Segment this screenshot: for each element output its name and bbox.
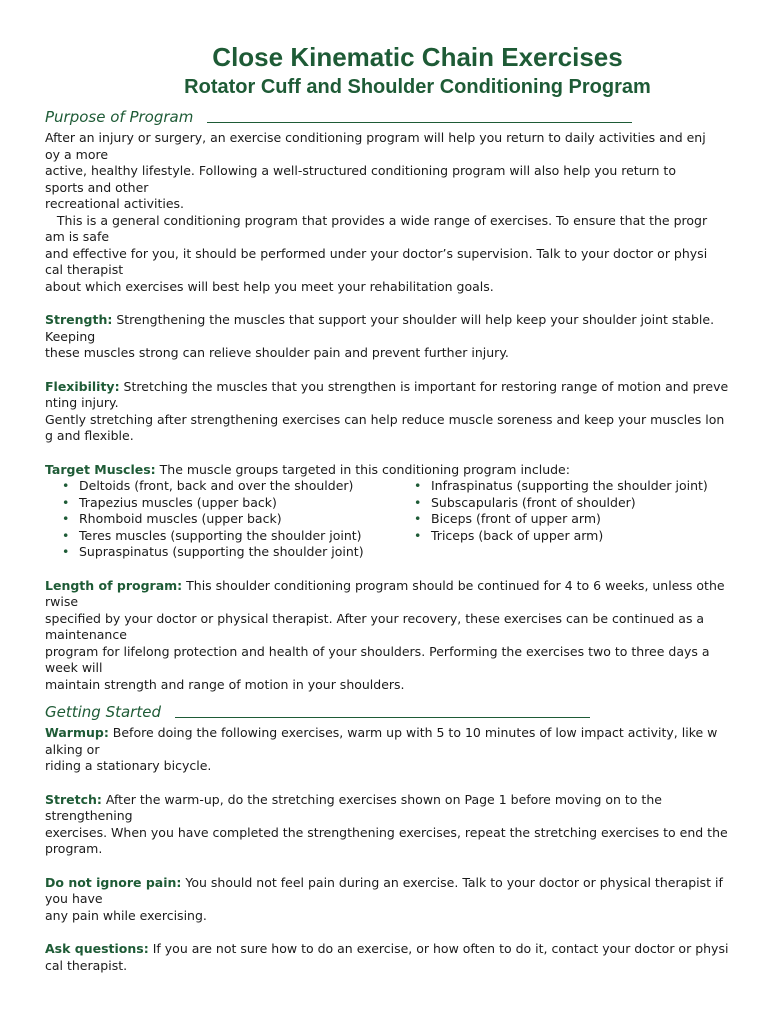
text-line: rwise <box>45 594 79 609</box>
text-line: program for lifelong protection and health of your shoulders. Performing the exercises two to three days a <box>45 643 710 659</box>
text-line: After the warm-up, do the stretching exercises shown on Page 1 before moving on to the <box>101 791 662 807</box>
list-item: • Deltoids (front, back and over the shoulder) <box>45 478 397 495</box>
strength-term: Strength: <box>45 312 113 327</box>
target-muscles-paragraph <box>45 462 750 479</box>
text-line: specified by your doctor or physical therapist. After your recovery, these exercises can be continued as a <box>45 610 705 626</box>
stretch-term: Stretch: <box>45 791 102 807</box>
muscle-list <box>45 478 750 561</box>
pain-paragraph <box>45 875 750 925</box>
list-item: • Rhomboid muscles (upper back) <box>45 511 397 528</box>
length-term: Length of program: <box>45 577 183 593</box>
text-line: riding a stationary bicycle. <box>45 758 212 773</box>
questions-term: Ask questions: <box>45 941 149 956</box>
text-line: nting injury. <box>45 395 119 410</box>
text-line: sports and other <box>45 179 149 195</box>
flexibility-term: Flexibility: <box>45 378 120 394</box>
text-line: After an injury or surgery, an exercise conditioning program will help you return to daily activities and enj <box>45 130 706 145</box>
text-line: This is a general conditioning program that provides a wide range of exercises. To ensure that the progr <box>45 212 708 228</box>
warmup-term: Warmup: <box>45 725 109 740</box>
document-subtitle: Rotator Cuff and Shoulder Conditioning Program <box>184 76 651 98</box>
list-item: • Biceps (front of upper arm) <box>397 511 747 528</box>
list-item: • Infraspinatus (supporting the shoulder joint) <box>397 478 747 495</box>
heading-rule <box>207 122 632 123</box>
stretch-paragraph <box>45 792 750 858</box>
document-title: Close Kinematic Chain Exercises <box>212 42 623 72</box>
text-line: recreational activities. <box>45 196 185 211</box>
text-line: maintain strength and range of motion in your shoulders. <box>45 676 405 692</box>
text-line: program. <box>45 841 103 856</box>
text-line: maintenance <box>45 627 127 642</box>
text-line: g and flexible. <box>45 428 134 443</box>
list-item: • Teres muscles (supporting the shoulder joint) <box>45 528 397 545</box>
text-line: This shoulder conditioning program should be continued for 4 to 6 weeks, unless othe <box>182 577 725 593</box>
strength-paragraph <box>45 312 750 362</box>
warmup-paragraph <box>45 725 750 775</box>
text-line: oy a more <box>45 146 109 162</box>
pain-term: Do not ignore pain: <box>45 874 182 890</box>
purpose-paragraph <box>45 130 750 295</box>
list-item: • Triceps (back of upper arm) <box>397 528 747 545</box>
muscle-list-right <box>397 478 747 561</box>
text-line: Before doing the following exercises, warm up with 5 to 10 minutes of low impact activity, like w <box>108 725 718 740</box>
list-item: • Subscapularis (front of shoulder) <box>397 495 747 512</box>
text-line: alking or <box>45 741 100 757</box>
length-paragraph <box>45 578 750 694</box>
text-line: and effective for you, it should be performed under your doctor’s supervision. Talk to your doctor or physi <box>45 245 708 261</box>
questions-paragraph <box>45 941 750 974</box>
heading-rule <box>175 717 590 718</box>
text-line: You should not feel pain during an exercise. Talk to your doctor or physical therapist if <box>181 874 723 890</box>
text-line: Strengthening the muscles that support your shoulder will help keep your shoulder joint stable. <box>112 312 715 327</box>
text-line: Keeping <box>45 328 96 344</box>
text-line: Stretching the muscles that you strengthen is important for restoring range of motion and preve <box>119 378 729 394</box>
text-line: cal therapist <box>45 262 124 277</box>
section-heading-purpose <box>45 104 750 126</box>
list-item: • Trapezius muscles (upper back) <box>45 495 397 512</box>
text-line: any pain while exercising. <box>45 907 207 923</box>
flexibility-paragraph <box>45 379 750 445</box>
section-heading-getting-started <box>45 699 750 721</box>
text-line: Gently stretching after strengthening exercises can help reduce muscle soreness and keep your muscles lon <box>45 411 725 427</box>
text-line: strengthening <box>45 808 133 823</box>
target-muscles-term: Target Muscles: <box>45 461 156 477</box>
text-line: you have <box>45 891 103 906</box>
text-line: about which exercises will best help you meet your rehabilitation goals. <box>45 278 494 294</box>
text-line: active, healthy lifestyle. Following a well-structured conditioning program will also help you return to <box>45 163 676 178</box>
section-heading-label: Purpose of Program <box>45 108 194 126</box>
section-heading-label: Getting Started <box>45 703 161 721</box>
muscle-list-left <box>45 478 397 561</box>
text-line: these muscles strong can relieve shoulder pain and prevent further injury. <box>45 345 509 360</box>
text-line: am is safe <box>45 229 110 244</box>
text-line: exercises. When you have completed the strengthening exercises, repeat the stretching exercises to end the <box>45 824 728 840</box>
document-page <box>45 40 750 974</box>
text-line: The muscle groups targeted in this conditioning program include: <box>155 461 570 477</box>
list-item: • Supraspinatus (supporting the shoulder joint) <box>45 544 397 561</box>
text-line: week will <box>45 660 103 675</box>
text-line: cal therapist. <box>45 957 128 973</box>
text-line: If you are not sure how to do an exercise, or how often to do it, contact your doctor or physi <box>148 941 729 956</box>
